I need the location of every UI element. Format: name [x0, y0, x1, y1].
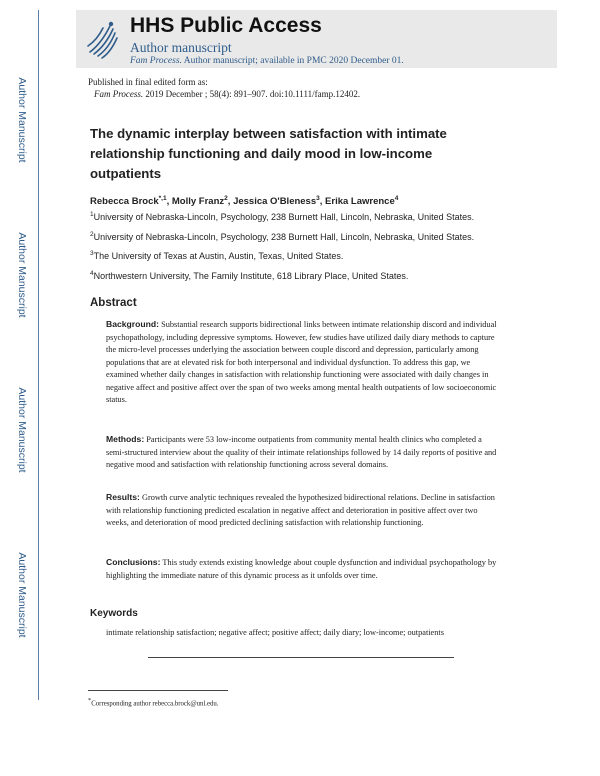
- keywords-heading: Keywords: [90, 608, 138, 619]
- author-name: Rebecca Brock: [90, 196, 159, 208]
- affiliation: [90, 211, 474, 222]
- keywords-text: intimate relationship satisfaction; negative affect; positive affect; daily diary; low-income; outpatients: [106, 628, 444, 637]
- abstract-conclusions: [106, 556, 498, 582]
- section-label: Methods:: [106, 434, 145, 444]
- affiliation-sup: 4: [90, 270, 94, 277]
- hhs-availability-note: [130, 56, 404, 66]
- abstract-results: [106, 491, 498, 530]
- citation-journal: Fam Process.: [94, 89, 144, 99]
- abstract-background: [106, 318, 498, 407]
- affiliation-text: Northwestern University, The Family Institute, 618 Library Place, United States.: [93, 271, 409, 281]
- author-name: Jessica O'Bleness: [233, 196, 317, 208]
- section-text: Growth curve analytic techniques revealed the hypothesized bidirectional relations. Decline in satisfaction with relationship functioning predicted escalation in negative affect and deterioration in positive affect over two weeks, and deterioration of mood predicted declining satisfaction with relationship functioning.: [106, 493, 495, 527]
- affiliation-text: University of Nebraska-Lincoln, Psychology, 238 Burnett Hall, Lincoln, Nebraska, United States.: [93, 232, 475, 242]
- sidebar-label: Author Manuscript: [16, 387, 28, 473]
- footnote-sup: *: [88, 697, 92, 704]
- affiliation-sup: 1: [90, 211, 94, 218]
- author-name: Erika Lawrence: [325, 196, 395, 208]
- sidebar-label: Author Manuscript: [16, 232, 28, 318]
- sidebar-rule: [38, 10, 39, 700]
- author-name: Molly Franz: [171, 196, 225, 208]
- affiliation-text: The University of Texas at Austin, Austin, Texas, United States.: [93, 251, 344, 261]
- author-manuscript-sidebar: [0, 0, 40, 776]
- author-list: Rebecca Brock$^{*,1}$, Molly Franz$^2$, Jessica O'Bleness$^3$, Erika Lawrence$^4$: [90, 195, 399, 208]
- sidebar-label: Author Manuscript: [16, 77, 28, 163]
- section-text: Substantial research supports bidirectional links between intimate relationship discord and individual psychopathology, including depressive symptoms. However, few studies have utilized daily diary methods to capture the micro-level processes underlying the association between couple discord and depression, particularly among populations that are at elevated risk for both interpersonal and individual dysfunction. To address this gap, we examined whether daily changes in satisfaction with relationship functioning were associated with daily changes in negative affect and positive affect over the span of two weeks among mental health outpatients of low socioeconomic status.: [106, 320, 497, 404]
- footnote-divider: [88, 690, 228, 691]
- citation-line: [94, 89, 360, 99]
- keywords-divider: [148, 657, 454, 658]
- affiliation-sup: 3: [90, 250, 94, 257]
- affiliation: [90, 231, 474, 242]
- hhs-eagle-logo-icon: [84, 16, 120, 62]
- article-title: The dynamic interplay between satisfaction with intimate relationship functioning and daily mood in low-income outpatients: [90, 126, 447, 181]
- author-sup: 4: [394, 195, 399, 202]
- affiliation-sup: 2: [90, 231, 94, 238]
- section-text: This study extends existing knowledge about couple dysfunction and individual psychopathology by highlighting the immediate nature of this dynamic process as it unfolds over time.: [106, 558, 497, 580]
- affiliation: [90, 270, 408, 281]
- sidebar-label: Author Manuscript: [16, 552, 28, 638]
- note-journal: Fam Process.: [130, 56, 182, 66]
- footnote: [88, 697, 219, 707]
- section-label: Conclusions:: [106, 557, 161, 567]
- section-text: Participants were 53 low-income outpatients from community mental health clinics who completed a semi-structured interview about the quality of their intimate relationships followed by 14 daily reports of positive and negative mood and satisfaction with relationship functioning across several domains.: [106, 435, 497, 469]
- author-sup: *,1: [158, 195, 167, 202]
- author-sup: 3: [316, 195, 320, 202]
- section-label: Results:: [106, 492, 140, 502]
- affiliation: [90, 250, 343, 261]
- abstract-methods: [106, 433, 498, 472]
- hhs-subtitle: Author manuscript: [130, 40, 232, 55]
- affiliation-text: University of Nebraska-Lincoln, Psychology, 238 Burnett Hall, Lincoln, Nebraska, United States.: [93, 212, 475, 222]
- hhs-title: HHS Public Access: [130, 14, 322, 37]
- published-line: Published in final edited form as:: [88, 77, 208, 87]
- section-label: Background:: [106, 319, 159, 329]
- footnote-text: Corresponding author rebecca.brock@unl.edu.: [91, 700, 219, 708]
- citation-details: 2019 December ; 58(4): 891–907. doi:10.1111/famp.12402.: [143, 89, 361, 99]
- abstract-heading: Abstract: [90, 297, 137, 309]
- author-sup: 2: [224, 195, 228, 202]
- note-rest: Author manuscript; available in PMC 2020 December 01.: [181, 56, 404, 66]
